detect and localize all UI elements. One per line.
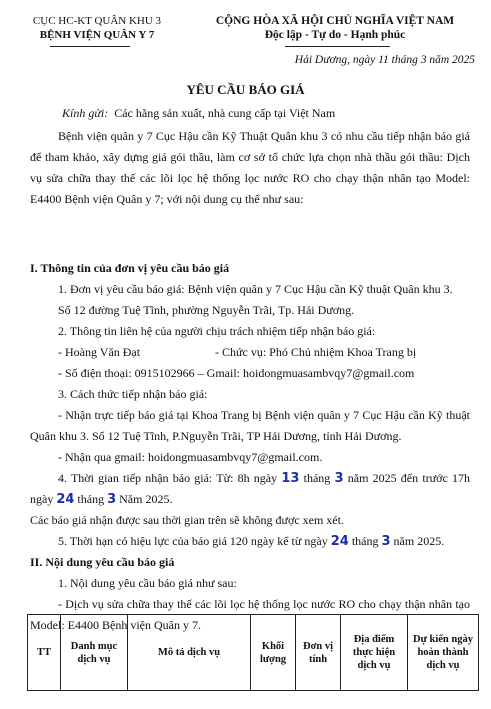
- handwritten-day2: 24: [56, 492, 75, 507]
- handwritten-month2: 3: [107, 492, 117, 507]
- recipient-value: Các hãng sản xuất, nhà cung cấp tại Việt Nam: [114, 106, 336, 120]
- section1-phone: - Số điện thoại: 0915102966 – Gmail: hoidongmuasambvqy7@gmail.com: [58, 366, 415, 380]
- org-line2: BỆNH VIỆN QUÂN Y 7: [39, 29, 155, 41]
- nation-line1: CỘNG HÒA XÃ HỘI CHỦ NGHĨA VIỆT NAM: [215, 15, 455, 27]
- org-line1: CỤC HC-KT QUÂN KHU 3: [32, 15, 162, 27]
- handwritten-day1: 13: [281, 471, 300, 486]
- table-header-cell: Danh mục dịch vụ: [61, 615, 128, 691]
- document-title: YÊU CẦU BÁO GIÁ: [186, 82, 305, 97]
- quote-table: [27, 614, 479, 691]
- table-header-cell: Dự kiến ngày hoàn thành dịch vụ: [408, 615, 479, 691]
- section2-service: - Dịch vụ sửa chữa thay thế các lõi lọc hệ thống lọc nước RO cho chạy thận nhân tạo Model: E4400 Bệnh viện Quân y 7.: [30, 597, 470, 632]
- handwritten-month1: 3: [334, 471, 344, 486]
- section1: [30, 258, 470, 636]
- table-header-cell: Địa điểm thực hiện dịch vụ: [341, 615, 408, 691]
- handwritten-month3: 3: [381, 534, 391, 549]
- section1-heading: I. Thông tin của đơn vị yêu cầu báo giá: [30, 261, 230, 275]
- org-underline: [50, 46, 130, 47]
- table-header-cell: TT: [28, 615, 61, 691]
- section1-item1: 1. Đơn vị yêu cầu báo giá: Bệnh viện quân y 7 Cục Hậu cần Kỹ thuật Quân khu 3.: [58, 282, 453, 296]
- nation-header: [190, 14, 480, 42]
- section1-email: - Nhận qua gmail: hoidongmuasambvqy7@gmail.com.: [58, 450, 323, 464]
- section2-heading: II. Nội dung yêu cầu báo giá: [30, 555, 175, 569]
- section1-direct: - Nhận trực tiếp báo giá tại Khoa Trang bị Bệnh viện quân y 7 Cục Hậu cần Kỹ thuật Quân khu 3. Số 12 Tuệ Tĩnh, P.Nguyễn Trãi, TP Hải Dương, tỉnh Hải Dương.: [30, 408, 470, 443]
- table-header-cell: Mô tả dịch vụ: [128, 615, 251, 691]
- intro-paragraph: [30, 126, 470, 210]
- section1-item3: 3. Cách thức tiếp nhận báo giá:: [58, 387, 208, 401]
- table-header-cell: Khối lượng: [251, 615, 296, 691]
- handwritten-day3: 24: [330, 534, 349, 549]
- intro-text: Bệnh viện quân y 7 Cục Hậu cần Kỹ Thuật Quân khu 3 có nhu cầu tiếp nhận báo giá để tham khảo, xây dựng giá gói thầu, làm cơ sở tổ chức lựa chọn nhà thầu gói thầu: Dịch vụ sửa chữa thay thế các lõi lọc hệ thống lọc nước RO cho chạy thận nhân tạo Model: E4400 Bệnh viện Quân y 7; với nội dung cụ thể như sau:: [30, 129, 470, 206]
- org-header: [22, 14, 172, 42]
- recipient-line: [62, 106, 335, 121]
- section1-person-row: - Hoàng Văn Đạt - Chức vụ: Phó Chủ nhiệm Khoa Trang bị: [58, 345, 417, 359]
- recipient-label: Kính gửi:: [62, 106, 109, 120]
- table-header-row: [28, 615, 479, 691]
- nation-line2: Độc lập - Tự do - Hạnh phúc: [264, 29, 406, 41]
- nation-underline: [285, 46, 390, 47]
- section1-item4: 4. Thời gian tiếp nhận báo giá: Từ: 8h ngày 13 tháng 3 năm 2025 đến trước 17h ngày 24 tháng 3 Năm 2025.: [30, 471, 471, 507]
- section1-address: Số 12 đường Tuệ Tĩnh, phường Nguyễn Trãi, Tp. Hải Dương.: [58, 303, 355, 317]
- section1-late-note: Các báo giá nhận được sau thời gian trên sẽ không được xem xét.: [30, 513, 344, 527]
- section2-item1: 1. Nội dung yêu cầu báo giá như sau:: [58, 576, 237, 590]
- document-date: Hải Dương, ngày 11 tháng 3 năm 2025: [294, 54, 475, 66]
- table-header-cell: Đơn vị tính: [296, 615, 341, 691]
- section1-item5: 5. Thời hạn có hiệu lực của báo giá 120 ngày kể từ ngày 24 tháng 3 năm 2025.: [58, 534, 445, 549]
- section1-item2: 2. Thông tin liên hệ của người chịu trách nhiệm tiếp nhận báo giá:: [58, 324, 376, 338]
